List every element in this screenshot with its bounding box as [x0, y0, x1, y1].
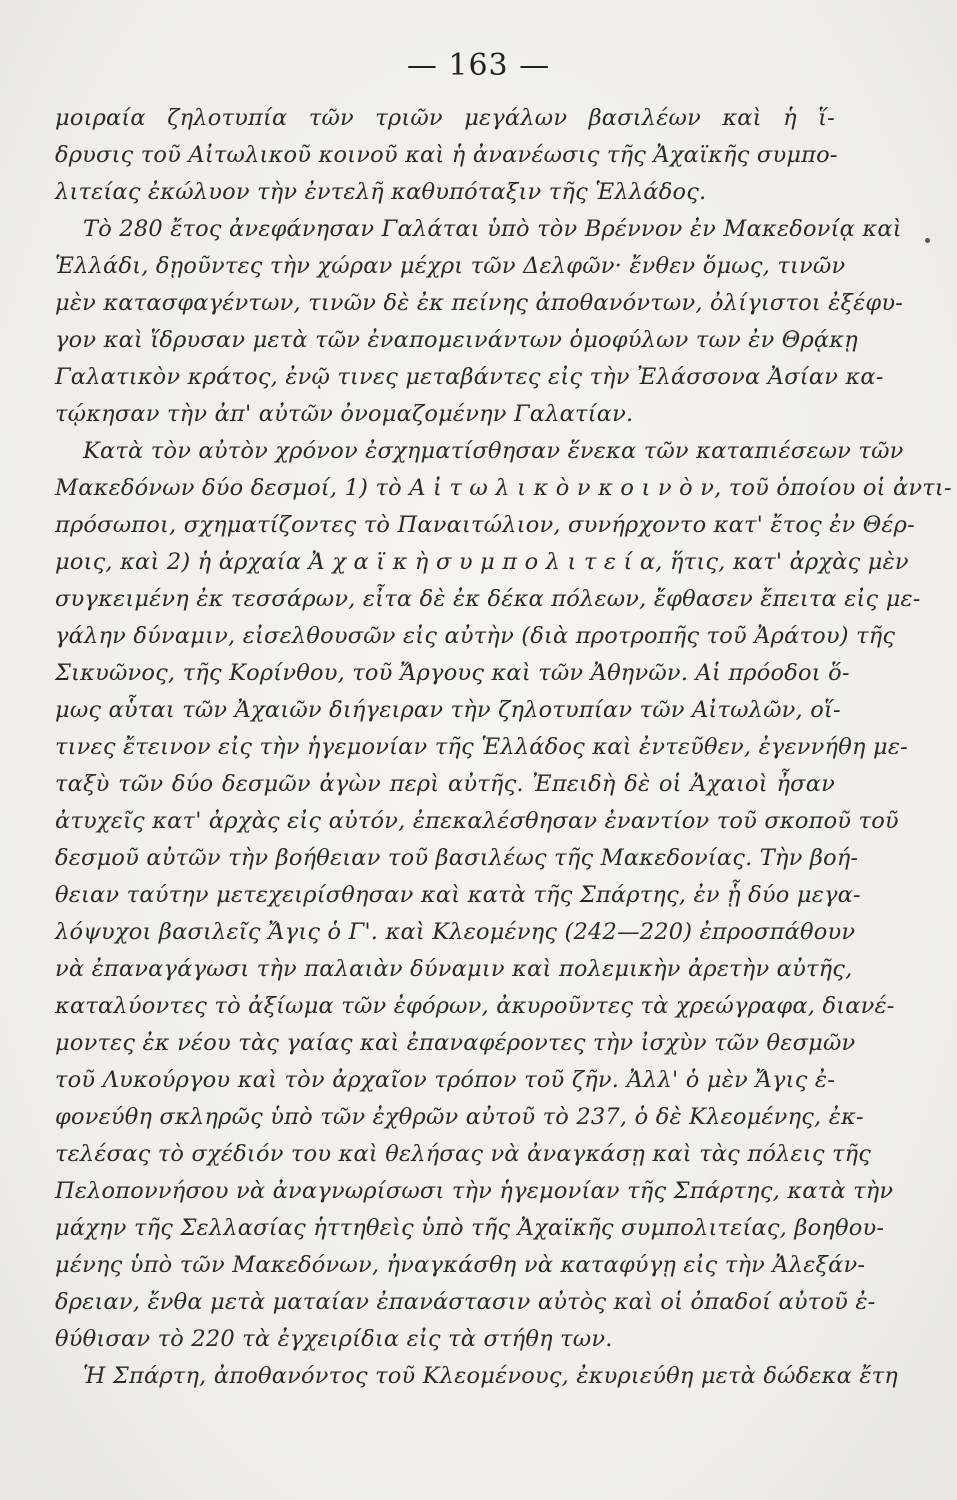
text-line: μάχην τῆς Σελλασίας ἡττηθεὶς ὑπὸ τῆς Ἀχαϊκῆς συμπολιτείας, βοηθου-: [55, 1215, 885, 1241]
text-line: μως αὗται τῶν Ἀχαιῶν διήγειραν τὴν ζηλοτυπίαν τῶν Αἰτωλῶν, οἵ-: [55, 697, 841, 723]
text-line: ἀτυχεῖς κατ' ἀρχὰς εἰς αὐτόν, ἐπεκαλέσθησαν ἐναντίον τοῦ σκοποῦ τοῦ: [55, 808, 899, 834]
text-line: μὲν κατασφαγέντων, τινῶν δὲ ἐκ πείνης ἀποθανόντων, ὀλίγιστοι ἐξέφυ-: [55, 290, 904, 316]
text-line: μένης ὑπὸ τῶν Μακεδόνων, ἠναγκάσθη νὰ καταφύγῃ εἰς τὴν Ἀλεξάν-: [55, 1252, 866, 1278]
text-line: Ἑλλάδι, δῃοῦντες τὴν χώραν μέχρι τῶν Δελφῶν· ἔνθεν ὅμως, τινῶν: [55, 253, 846, 279]
paragraph-start-line: Ἡ Σπάρτη, ἀποθανόντος τοῦ Κλεομένους, ἐκυριεύθη μετὰ δώδεκα ἔτη: [83, 1363, 898, 1389]
text-line: νὰ ἐπαναγάγωσι τὴν παλαιὰν δύναμιν καὶ πολεμικὴν ἀρετὴν αὐτῆς,: [55, 956, 853, 982]
text-line: μοις, καὶ 2) ἡ ἀρχαία Ἀ χ α ϊ κ ὴ σ υ μ π ο λ ι τ ε ί α, ἥτις, κατ' ἀρχὰς μὲν: [55, 549, 909, 575]
text-line: θειαν ταύτην μετεχειρίσθησαν καὶ κατὰ τῆς Σπάρτης, ἐν ᾗ δύο μεγα-: [55, 882, 861, 908]
text-line: λιτείας ἐκώλυον τὴν ἐντελῆ καθυπόταξιν τῆς Ἑλλάδος.: [55, 179, 707, 205]
text-line: δεσμοῦ αὐτῶν τὴν βοήθειαν τοῦ βασιλέως τῆς Μακεδονίας. Τὴν βοή-: [55, 845, 859, 871]
paragraph-start-line: Κατὰ τὸν αὐτὸν χρόνον ἐσχηματίσθησαν ἕνεκα τῶν καταπιέσεων τῶν: [83, 438, 904, 464]
text-line: τινες ἔτεινον εἰς τὴν ἡγεμονίαν τῆς Ἑλλάδος καὶ ἐντεῦθεν, ἐγεννήθη με-: [55, 734, 908, 760]
text-line: γον καὶ ἵδρυσαν μετὰ τῶν ἐναπομεινάντων ὁμοφύλων των ἐν Θρᾴκῃ: [55, 327, 858, 353]
text-line: τελέσας τὸ σχέδιόν του καὶ θελήσας νὰ ἀναγκάσῃ καὶ τὰς πόλεις τῆς: [55, 1141, 872, 1167]
text-line: καταλύοντες τὸ ἀξίωμα τῶν ἐφόρων, ἀκυροῦντες τὰ χρεώγραφα, διανέ-: [55, 993, 895, 1019]
ink-dot: [925, 238, 930, 243]
text-line: ταξὺ τῶν δύο δεσμῶν ἀγὼν περὶ αὐτῆς. Ἐπειδὴ δὲ οἱ Ἀχαιοὶ ἦσαν: [55, 771, 835, 797]
text-line: θύθισαν τὸ 220 τὰ ἐγχειρίδια εἰς τὰ στήθη των.: [55, 1326, 613, 1352]
text-line: μοντες ἐκ νέου τὰς γαίας καὶ ἐπαναφέροντες τὴν ἰσχὺν τῶν θεσμῶν: [55, 1030, 856, 1056]
text-line: τῴκησαν τὴν ἀπ' αὐτῶν ὀνομαζομένην Γαλατίαν.: [55, 401, 634, 427]
paragraph-start-line: Τὸ 280 ἔτος ἀνεφάνησαν Γαλάται ὑπὸ τὸν Βρέννον ἐν Μακεδονίᾳ καὶ: [83, 216, 902, 242]
text-line: Γαλατικὸν κράτος, ἐνῷ τινες μεταβάντες εἰς τὴν Ἐλάσσονα Ἀσίαν κα-: [55, 364, 884, 390]
text-line: πρόσωποι, σχηματίζοντες τὸ Παναιτώλιον, συνήρχοντο κατ' ἔτος ἐν Θέρ-: [55, 512, 915, 538]
body-text: [55, 100, 952, 1395]
text-line: Σικυῶνος, τῆς Κορίνθου, τοῦ Ἄργους καὶ τῶν Ἀθηνῶν. Αἱ πρόοδοι ὅ-: [55, 660, 850, 686]
text-line: δρυσις τοῦ Αἰτωλικοῦ κοινοῦ καὶ ἡ ἀνανέωσις τῆς Ἀχαϊκῆς συμπο-: [55, 142, 838, 168]
text-line: δρειαν, ἔνθα μετὰ ματαίαν ἐπανάστασιν αὐτὸς καὶ οἱ ὀπαδοί αὐτοῦ ἐ-: [55, 1289, 876, 1315]
text-line: Μακεδόνων δύο δεσμοί, 1) τὸ Α ἰ τ ω λ ι κ ὸ ν κ ο ι ν ὸ ν, τοῦ ὁποίου οἱ ἀντι-: [55, 475, 952, 501]
text-line: λόψυχοι βασιλεῖς Ἄγις ὁ Γ'. καὶ Κλεομένης (242—220) ἐπροσπάθουν: [55, 919, 856, 945]
text-line: συγκειμένη ἐκ τεσσάρων, εἶτα δὲ ἐκ δέκα πόλεων, ἔφθασεν ἔπειτα εἰς με-: [55, 586, 921, 612]
text-line: Πελοποννήσου νὰ ἀναγνωρίσωσι τὴν ἡγεμονίαν τῆς Σπάρτης, κατὰ τὴν: [55, 1178, 894, 1204]
text-line: φονεύθη σκληρῶς ὑπὸ τῶν ἐχθρῶν αὐτοῦ τὸ 237, ὁ δὲ Κλεομένης, ἐκ-: [55, 1104, 864, 1130]
text-line: μοιραία ζηλοτυπία τῶν τριῶν μεγάλων βασιλέων καὶ ἡ ἵ-: [55, 105, 835, 131]
text-line: τοῦ Λυκούργου καὶ τὸν ἀρχαῖον τρόπον τοῦ ζῆν. Ἀλλ' ὁ μὲν Ἄγις ἐ-: [55, 1067, 835, 1093]
text-line: γάλην δύναμιν, εἰσελθουσῶν εἰς αὐτὴν (διὰ προτροπῆς τοῦ Ἀράτου) τῆς: [55, 623, 896, 649]
page-number: — 163 —: [406, 48, 551, 83]
